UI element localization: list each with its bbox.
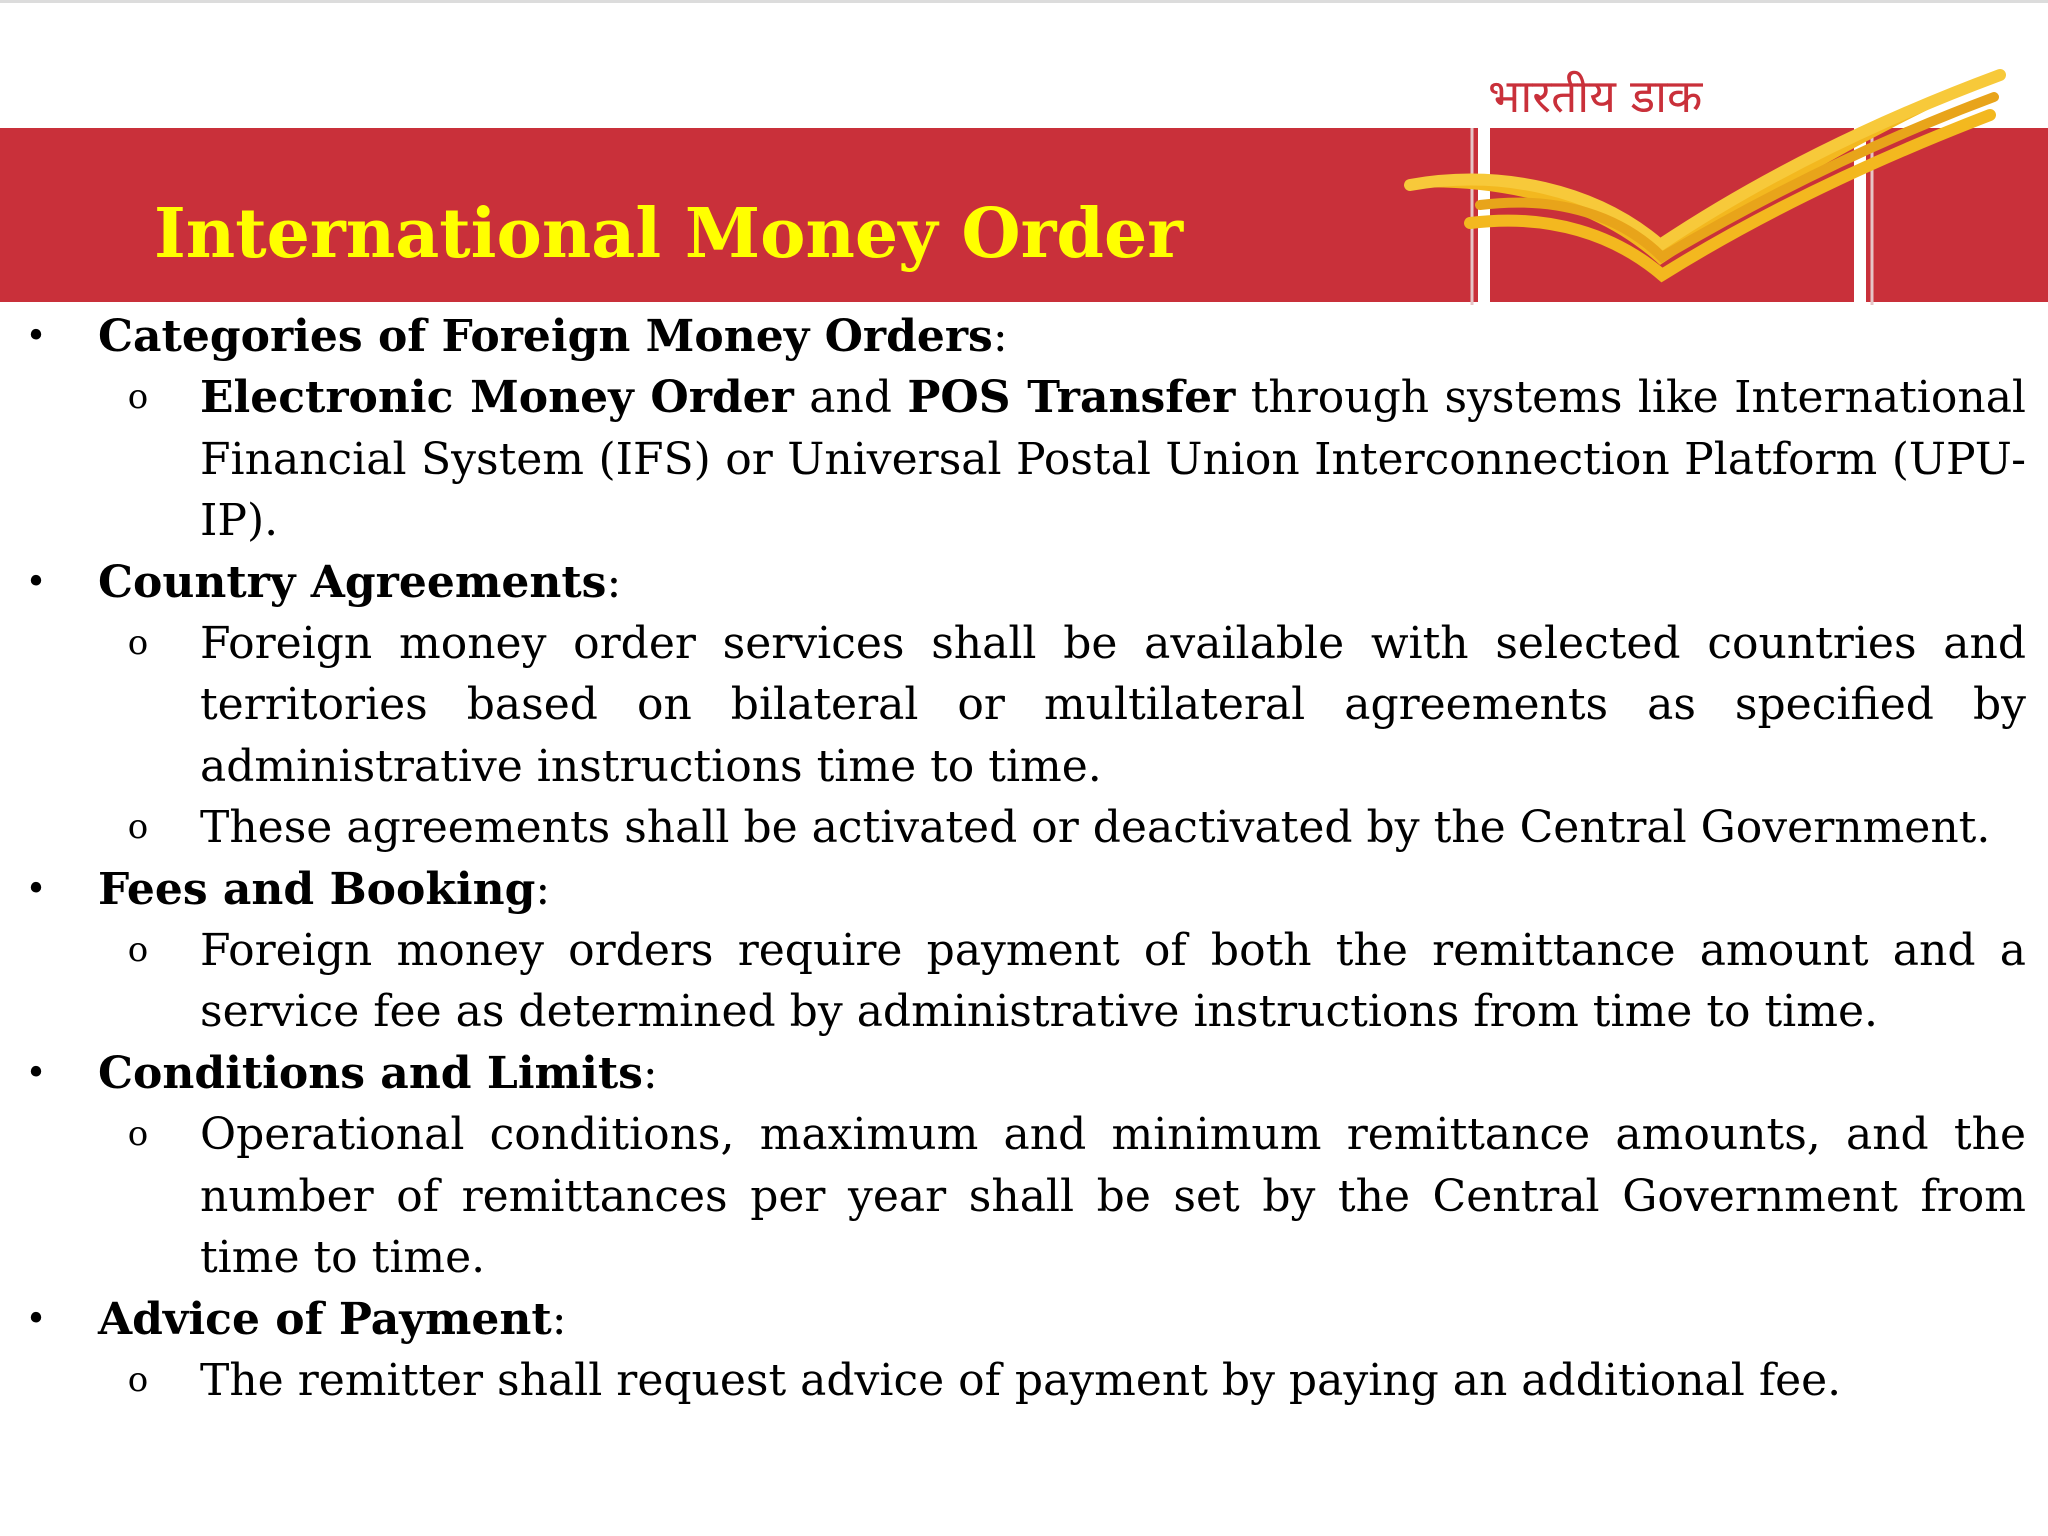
term-pos-transfer: POS Transfer: [907, 372, 1236, 424]
section-country-agreements: [0, 552, 2048, 859]
section-categories: [0, 306, 2048, 552]
section-heading: Fees and Booking: [98, 863, 536, 915]
list-item: [127, 920, 2026, 1043]
item-text: These agreements shall be activated or deactivated by the Central Government.: [200, 802, 1991, 854]
heading-colon: :: [642, 1047, 658, 1099]
slide-title: International Money Order: [154, 194, 1184, 274]
hollow-bullet-icon: o: [127, 807, 149, 848]
bullet-icon: •: [25, 561, 47, 603]
bullet-icon: •: [25, 316, 47, 357]
list-item: [127, 797, 2026, 858]
item-text: through systems like International Financial System (IFS) or Universal Postal Union Interconnection Platform (UPU-IP).: [200, 372, 2027, 547]
section-conditions-limits: [0, 1043, 2048, 1289]
item-text: Operational conditions, maximum and minimum remittance amounts, and the number of remittances per year shall be set by the Central Government from time to time.: [200, 1109, 2026, 1284]
heading-colon: :: [535, 863, 551, 915]
bullet-icon: •: [25, 1052, 47, 1094]
section-advice-payment: [0, 1289, 2048, 1412]
list-item: [127, 613, 2026, 797]
hollow-bullet-icon: o: [127, 377, 149, 418]
hollow-bullet-icon: o: [127, 930, 149, 971]
hollow-bullet-icon: o: [127, 1114, 149, 1155]
heading-colon: :: [992, 311, 1008, 362]
section-heading: Country Agreements: [98, 556, 607, 608]
slide-body: [0, 306, 2048, 1411]
section-heading: Advice of Payment: [98, 1293, 552, 1345]
india-post-logo: [1390, 55, 2048, 305]
item-text: Foreign money order services shall be available with selected countries and territories based on bilateral or multilateral agreements as specified by administrative instructions time to time.: [200, 618, 2026, 792]
heading-colon: :: [606, 556, 622, 608]
hollow-bullet-icon: o: [127, 623, 149, 664]
hollow-bullet-icon: o: [127, 1359, 149, 1400]
list-item: [127, 1350, 2026, 1411]
heading-colon: :: [551, 1293, 567, 1345]
section-heading: Categories of Foreign Money Orders: [98, 311, 993, 362]
section-fees-booking: [0, 859, 2048, 1043]
item-text: The remitter shall request advice of payment by paying an additional fee.: [200, 1354, 1842, 1406]
bullet-icon: •: [25, 1298, 47, 1340]
top-divider: [0, 0, 2048, 3]
item-text: Foreign money orders require payment of both the remittance amount and a service fee as determined by administrative instructions from time to time.: [200, 925, 2026, 1038]
logo-text: भारतीय डाक: [1488, 69, 1703, 123]
item-text: and: [793, 372, 908, 424]
list-item: [127, 367, 2027, 551]
bullet-icon: •: [25, 868, 47, 910]
term-electronic-money-order: Electronic Money Order: [200, 372, 794, 424]
list-item: [127, 1104, 2026, 1288]
section-heading: Conditions and Limits: [98, 1047, 643, 1099]
